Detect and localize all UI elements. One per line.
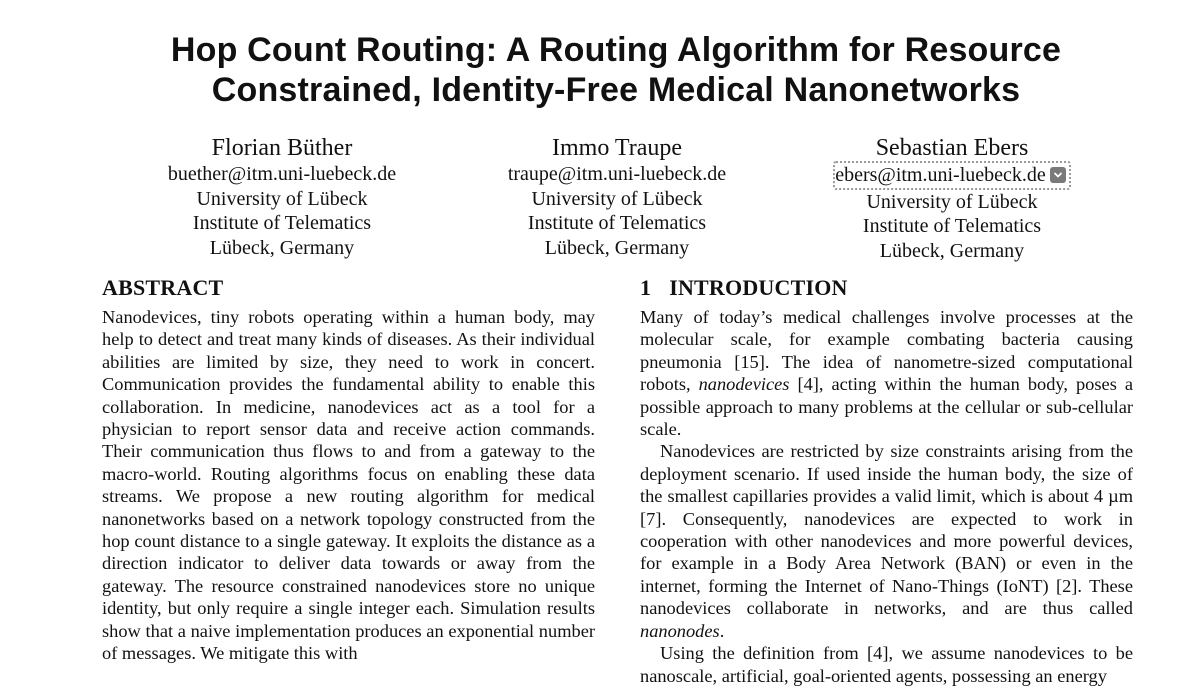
author-university: University of Lübeck bbox=[531, 187, 703, 210]
introduction-column bbox=[640, 274, 1133, 687]
author-university: University of Lübeck bbox=[196, 187, 368, 210]
author-block-3 bbox=[772, 134, 1132, 263]
intro-p1-text-end: [4], acting within the human body, poses a possible approach to many problems at the cellular or sub-cellular scale. bbox=[640, 374, 1133, 440]
author-email-row bbox=[772, 162, 1132, 190]
abstract-column bbox=[102, 274, 595, 665]
author-email[interactable]: ebers@itm.uni-luebeck.de bbox=[835, 164, 1046, 186]
author-email[interactable]: buether@itm.uni-luebeck.de bbox=[167, 163, 397, 185]
paper-title-line-1: Hop Count Routing: A Routing Algorithm for Resource bbox=[170, 31, 1062, 69]
section-title: INTRODUCTION bbox=[669, 275, 848, 300]
intro-p1-term: nanodevices bbox=[698, 374, 790, 395]
author-name: Sebastian Ebers bbox=[875, 135, 1029, 161]
section-number: 1 bbox=[640, 275, 652, 300]
author-location: Lübeck, Germany bbox=[544, 236, 690, 259]
author-location: Lübeck, Germany bbox=[879, 239, 1025, 262]
author-block-2 bbox=[437, 134, 797, 260]
author-block-1 bbox=[102, 134, 462, 260]
abstract-heading: ABSTRACT bbox=[102, 275, 224, 300]
intro-p2-text-end: . bbox=[719, 620, 725, 641]
author-institute: Institute of Telematics bbox=[527, 212, 707, 234]
intro-paragraph-2 bbox=[640, 440, 1133, 642]
chevron-down-icon-svg bbox=[1053, 170, 1063, 180]
author-university: University of Lübeck bbox=[866, 190, 1038, 213]
author-name: Immo Traupe bbox=[551, 135, 682, 161]
intro-paragraph-3: Using the definition from [4], we assume nanodevices to be nanoscale, artificial, goal-oriented agents, possessing an energy bbox=[640, 643, 1133, 686]
intro-p1-text: Many of today’s medical challenges involve processes at the molecular scale, for example combating bacteria causing pneumonia [15]. The idea of nanometre-sized computational robots, bbox=[640, 307, 1133, 395]
intro-p2-term: nanonodes bbox=[640, 620, 720, 641]
selected-email-link[interactable] bbox=[833, 161, 1071, 190]
abstract-paragraph: Nanodevices, tiny robots operating within a human body, may help to detect and treat many kinds of diseases. As their individual abilities are limited by size, they need to work in concert. Communication provides the fundamental ability to enable this collaboration. In medicine, nanodevices act as a tool for a physician to report sensor data and receive action commands. Their communication thus flows to and from a gateway to the macro-world. Routing algorithms focus on enabling these data streams. We propose a new routing algorithm for medical nanonetworks based on a network topology constructed from the hop count distance to a single gateway. It exploits the distance as a direction indicator to deliver data towards or away from the gateway. The resource constrained nanodevices store no unique identity, but only require a single integer each. Simulation results show that a naive implementation produces an exponential number of messages. We mitigate this with bbox=[102, 307, 595, 664]
author-email[interactable]: traupe@itm.uni-luebeck.de bbox=[507, 163, 727, 185]
author-name: Florian Büther bbox=[211, 135, 353, 161]
intro-p2-text: Nanodevices are restricted by size constraints arising from the deployment scenario. If used inside the human body, the size of the smallest capillaries provides a valid limit, which is about 4 µm [7]. Consequently, nanodevices are expected to work in cooperation with other nanodevices and more powerful devices, for example in a Body Area Network (BAN) or even in the internet, forming the Internet of Nano-Things (IoNT) [2]. These nanodevices collaborate in networks, and are thus called bbox=[640, 441, 1133, 619]
paper-title bbox=[0, 30, 1200, 110]
introduction-heading bbox=[640, 274, 1133, 302]
intro-paragraph-1 bbox=[640, 306, 1133, 440]
author-location: Lübeck, Germany bbox=[209, 236, 355, 259]
paper-title-line-2: Constrained, Identity-Free Medical Nanonetworks bbox=[211, 71, 1021, 109]
author-institute: Institute of Telematics bbox=[192, 212, 372, 234]
chevron-down-icon[interactable] bbox=[1050, 167, 1066, 183]
author-institute: Institute of Telematics bbox=[862, 215, 1042, 237]
